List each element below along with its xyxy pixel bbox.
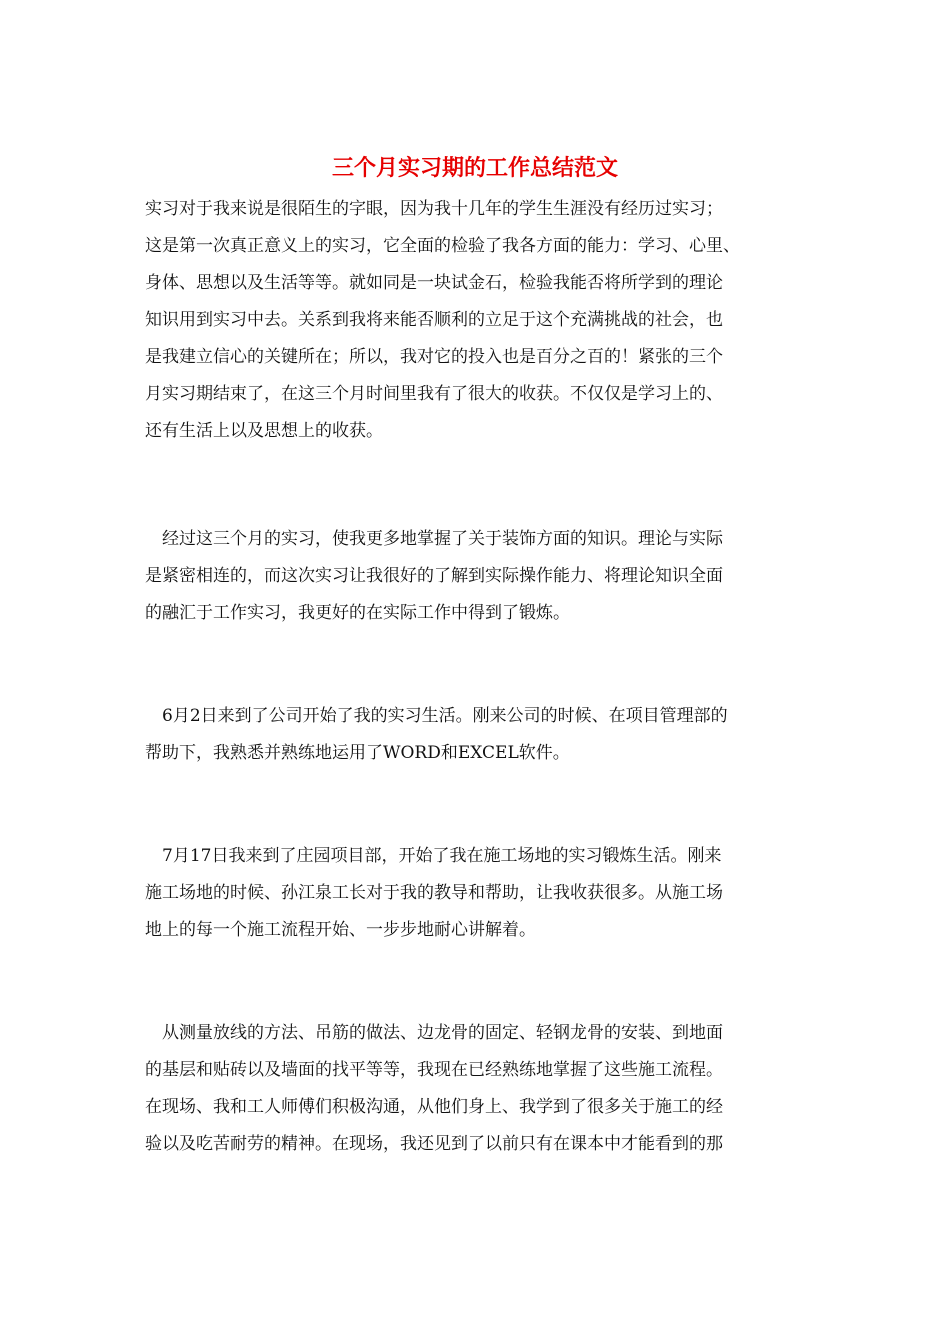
paragraph-line: 还有生活上以及思想上的收获。 <box>145 421 383 441</box>
paragraph-line: 地上的每一个施工流程开始、一步步地耐心讲解着。 <box>145 920 536 940</box>
paragraph-line: 验以及吃苦耐劳的精神。在现场，我还见到了以前只有在课本中才能看到的那 <box>145 1134 723 1154</box>
document-title: 三个月实习期的工作总结范文 <box>331 155 618 181</box>
paragraph-line: 施工场地的时候、孙江泉工长对于我的教导和帮助，让我收获很多。从施工场 <box>145 883 723 903</box>
paragraph-line: 的基层和贴砖以及墙面的找平等等，我现在已经熟练地掌握了这些施工流程。 <box>145 1060 723 1080</box>
paragraph-line: 知识用到实习中去。关系到我将来能否顺利的立足于这个充满挑战的社会，也 <box>145 310 723 330</box>
paragraph-3 <box>145 698 810 772</box>
paragraph-line: 是紧密相连的，而这次实习让我很好的了解到实际操作能力、将理论知识全面 <box>145 566 723 586</box>
paragraph-line: 月实习期结束了，在这三个月时间里我有了很大的收获。不仅仅是学习上的、 <box>145 384 723 404</box>
paragraph-line: 身体、思想以及生活等等。就如同是一块试金石，检验我能否将所学到的理论 <box>145 273 723 293</box>
paragraph-line: 的融汇于工作实习，我更好的在实际工作中得到了锻炼。 <box>145 603 570 623</box>
paragraph-line: 在现场、我和工人师傅们积极沟通，从他们身上、我学到了很多关于施工的经 <box>145 1097 723 1117</box>
paragraph-line: 从测量放线的方法、吊筋的做法、边龙骨的固定、轻钢龙骨的安装、到地面 <box>145 1023 723 1043</box>
paragraph-line: 7月17日我来到了庄园项目部，开始了我在施工场地的实习锻炼生活。刚来 <box>145 846 722 866</box>
paragraph-5 <box>145 1015 810 1163</box>
paragraph-line: 经过这三个月的实习，使我更多地掌握了关于装饰方面的知识。理论与实际 <box>145 529 723 549</box>
paragraph-line: 6月2日来到了公司开始了我的实习生活。刚来公司的时候、在项目管理部的 <box>145 706 728 726</box>
paragraph-line: 实习对于我来说是很陌生的字眼，因为我十几年的学生生涯没有经历过实习； <box>145 199 723 219</box>
paragraph-line: 帮助下，我熟悉并熟练地运用了WORD和EXCEL软件。 <box>145 743 570 763</box>
paragraph-1 <box>145 191 810 450</box>
paragraph-4 <box>145 838 810 949</box>
paragraph-2 <box>145 521 810 632</box>
paragraph-line: 是我建立信心的关键所在；所以，我对它的投入也是百分之百的！紧张的三个 <box>145 347 723 367</box>
paragraph-line: 这是第一次真正意义上的实习，它全面的检验了我各方面的能力：学习、心里、 <box>145 236 740 256</box>
